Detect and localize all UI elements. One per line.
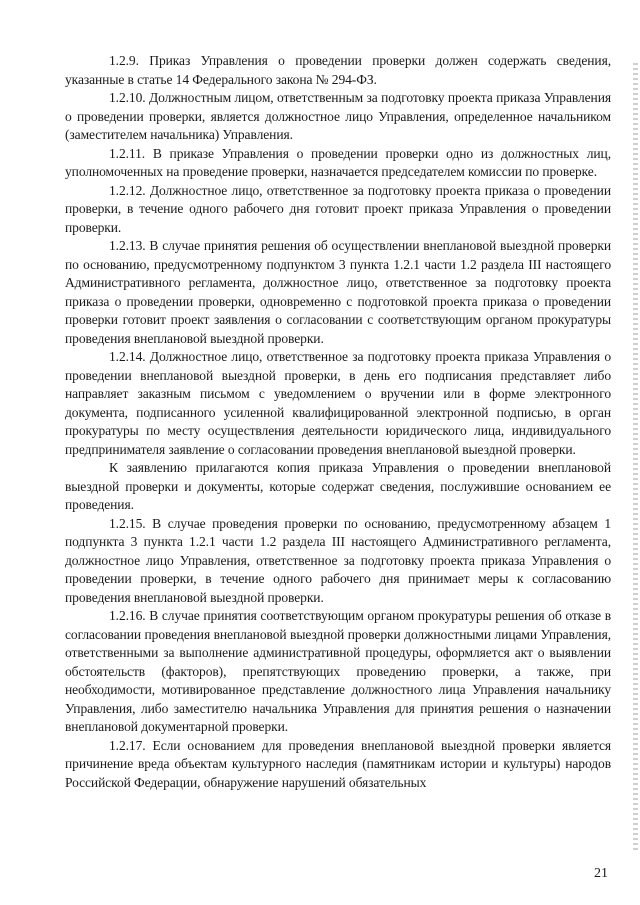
paragraph-attachment-note: К заявлению прилагаются копия приказа Управления о проведении внеплановой выездной проверки и документы, которые содержат сведения, послужившие основанием ее проведения. — [65, 460, 611, 512]
paragraph-1-2-17: 1.2.17. Если основанием для проведения внеплановой выездной проверки является причинение вреда объектам культурного наследия (памятникам истории и культуры) народов Российской Федерации, обнаружение нарушений обязательных — [65, 737, 611, 790]
paragraph-1-2-12: 1.2.12. Должностное лицо, ответственное за подготовку проекта приказа о проведении проверки, в течение одного рабочего дня готовит проект приказа Управления о проведении проверки. — [65, 182, 611, 235]
document-body — [65, 52, 611, 792]
paragraph-1-2-14: 1.2.14. Должностное лицо, ответственное за подготовку проекта приказа Управления о проведении внеплановой выездной проверки, в день его подписания представляет либо направляет заказным письмом с уведомлением о вручении или в форме электронного документа, подписанного усиленной квалифицированной электронной подписью, в орган прокуратуры по месту осуществления деятельности юридического лица, индивидуального предпринимателя заявление о согласовании проведения внеплановой выездной проверки. — [65, 349, 611, 457]
paragraph-1-2-9: 1.2.9. Приказ Управления о проведении проверки должен содержать сведения, указанные в статье 14 Федерального закона № 294-ФЗ. — [65, 53, 611, 87]
page-number: 21 — [594, 866, 608, 881]
paragraph-1-2-15: 1.2.15. В случае проведения проверки по основанию, предусмотренному абзацем 1 подпункта 3 пункта 1.2.1 части 1.2 раздела III настоящего Административного регламента, должностное лицо Управления, ответственное за подготовку проекта приказа Управления о проведении проверки, в течение одного рабочего дня принимает меры к согласованию проведения внеплановой выездной проверки. — [65, 515, 611, 605]
paragraph-1-2-11: 1.2.11. В приказе Управления о проведении проверки одно из должностных лиц, уполномоченных на проведение проверки, назначается председателем комиссии по проверке. — [65, 145, 611, 179]
binding-stamp-mark — [633, 60, 638, 850]
paragraph-1-2-16: 1.2.16. В случае принятия соответствующим органом прокуратуры решения об отказе в согласовании проведения внеплановой выездной проверки должностными лицами Управления, ответственными за выполнение административной процедуры, оформляется акт о выявлении обстоятельств (факторов), препятствующих проведению проверки, а также, при необходимости, мотивированное представление должностного лица Управления начальнику Управления, либо заместителю начальника Управления для принятия решения о назначении внеплановой документарной проверки. — [65, 608, 611, 734]
paragraph-1-2-10: 1.2.10. Должностным лицом, ответственным за подготовку проекта приказа Управления о проведении проверки, является должностное лицо Управления, определенное начальником (заместителем начальника) Управления. — [65, 90, 611, 142]
paragraph-1-2-13: 1.2.13. В случае принятия решения об осуществлении внеплановой выездной проверки по основанию, предусмотренному подпунктом 3 пункта 1.2.1 части 1.2 раздела III настоящего Административного регламента, должностное лицо, ответственное за подготовку проекта приказа о проведении проверки, одновременно с подготовкой проекта приказа о проведении проверки готовит проект заявления о согласовании с соответствующим органом прокуратуры проведения внеплановой выездной проверки. — [65, 238, 611, 346]
